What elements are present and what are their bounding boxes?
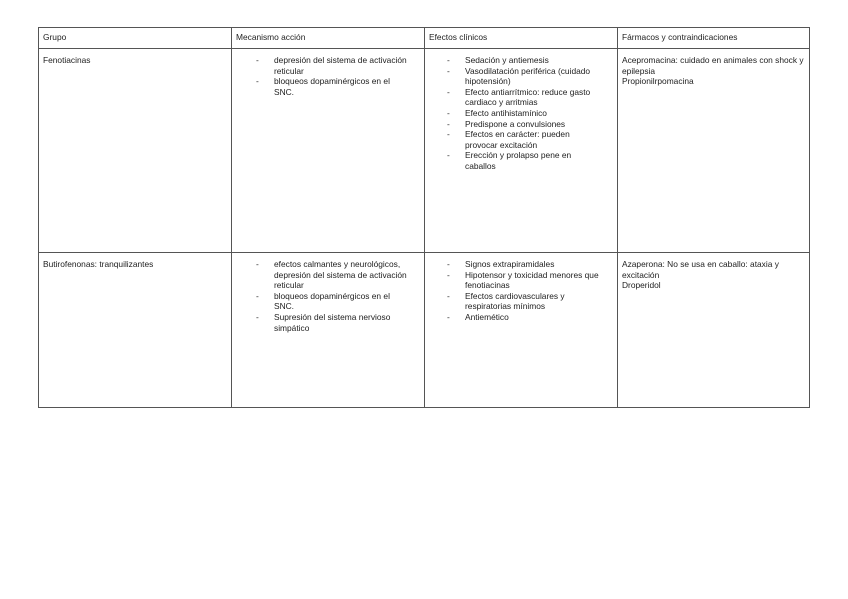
list-item: - Efecto antihistamínico <box>447 108 602 119</box>
list-item: - Vasodilatación periférica (cuidado hipotensión) <box>447 66 602 87</box>
list-item: - Signos extrapiramidales <box>447 259 602 270</box>
list-item: - Efecto antiarrítmico: reduce gasto cardiaco y arritmias <box>447 87 602 108</box>
list-item: - Predispone a convulsiones <box>447 119 602 130</box>
header-grupo: Grupo <box>39 28 232 49</box>
cell-mecanismo <box>232 49 425 253</box>
list-item: - Supresión del sistema nervioso simpático <box>256 312 409 333</box>
cell-grupo: Butirofenonas: tranquilizantes <box>39 253 232 408</box>
farmaco-line: Acepromacina: cuidado en animales con shock y epilepsia <box>622 55 804 76</box>
list-item: - Erección y prolapso pene en caballos <box>447 150 602 171</box>
list-item: - Sedación y antiemesis <box>447 55 602 66</box>
sedatives-table <box>38 27 810 408</box>
cell-farmacos <box>618 49 810 253</box>
list-item: - depresión del sistema de activación reticular <box>256 55 409 76</box>
mecanismo-list <box>236 259 419 333</box>
farmaco-line: Droperidol <box>622 280 661 291</box>
list-item: - Hipotensor y toxicidad menores que fenotiacinas <box>447 270 602 291</box>
efectos-list <box>429 55 612 172</box>
cell-mecanismo <box>232 253 425 408</box>
table-header-row <box>39 28 810 49</box>
mecanismo-list <box>236 55 419 97</box>
header-efectos: Efectos clínicos <box>425 28 618 49</box>
table-row <box>39 49 810 253</box>
header-mecanismo: Mecanismo acción <box>232 28 425 49</box>
list-item: - Efectos cardiovasculares y respiratorias mínimos <box>447 291 602 312</box>
cell-efectos <box>425 253 618 408</box>
farmaco-line: Propionilrpomacina <box>622 76 694 87</box>
cell-grupo: Fenotiacinas <box>39 49 232 253</box>
list-item: - efectos calmantes y neurológicos, depresión del sistema de activación reticular <box>256 259 409 291</box>
list-item: - Efectos en carácter: pueden provocar excitación <box>447 129 602 150</box>
list-item: - bloqueos dopaminérgicos en el SNC. <box>256 291 409 312</box>
efectos-list <box>429 259 612 323</box>
table-row <box>39 253 810 408</box>
cell-efectos <box>425 49 618 253</box>
list-item: - bloqueos dopaminérgicos en el SNC. <box>256 76 409 97</box>
farmaco-line: Azaperona: No se usa en caballo: ataxia y excitación <box>622 259 779 280</box>
list-item: - Antiemético <box>447 312 602 323</box>
header-farmacos: Fármacos y contraindicaciones <box>618 28 810 49</box>
cell-farmacos <box>618 253 810 408</box>
